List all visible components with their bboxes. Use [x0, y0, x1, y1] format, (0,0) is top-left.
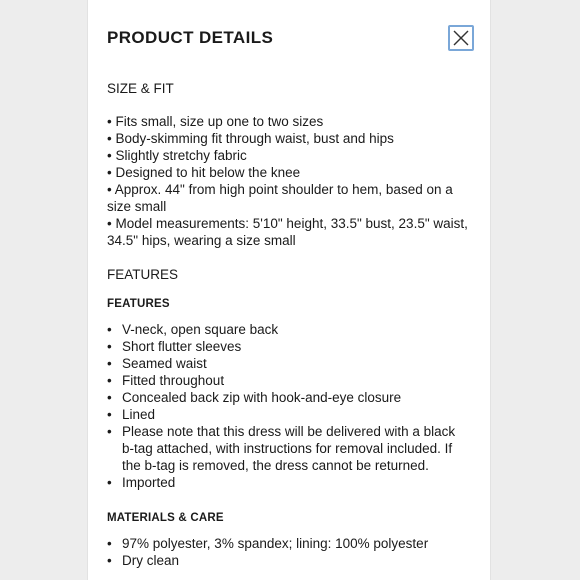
list-item: • Short flutter sleeves: [107, 338, 467, 355]
materials-list: [107, 535, 467, 569]
list-item: • Fitted throughout: [107, 372, 467, 389]
list-item: • V-neck, open square back: [107, 321, 467, 338]
close-button[interactable]: [448, 25, 474, 51]
features-list: [107, 321, 467, 491]
list-item: • Model measurements: 5'10" height, 33.5" bust, 23.5" waist, 34.5" hips, wearing a size small: [107, 216, 468, 248]
list-item: • Fits small, size up one to two sizes: [107, 114, 324, 129]
list-item: • Imported: [107, 474, 467, 491]
list-item: • Please note that this dress will be delivered with a black b-tag attached, with instructions for removal included. If the b-tag is removed, the dress cannot be returned.: [107, 423, 467, 474]
list-item: • Concealed back zip with hook-and-eye closure: [107, 389, 467, 406]
materials-care-heading: MATERIALS & CARE: [107, 512, 224, 524]
list-item: • Slightly stretchy fabric: [107, 148, 247, 163]
list-item: • Seamed waist: [107, 355, 467, 372]
list-item: • Lined: [107, 406, 467, 423]
page-title: PRODUCT DETAILS: [107, 28, 274, 47]
product-details-panel: [88, 0, 490, 580]
list-item: • Designed to hit below the knee: [107, 165, 301, 180]
list-item: • 97% polyester, 3% spandex; lining: 100% polyester: [107, 535, 467, 552]
list-item: • Body-skimming fit through waist, bust and hips: [107, 131, 394, 146]
list-item: • Dry clean: [107, 552, 467, 569]
close-icon: [452, 29, 470, 47]
list-item: • Approx. 44" from high point shoulder to hem, based on a size small: [107, 182, 453, 214]
size-fit-list: [107, 113, 477, 249]
size-fit-heading: SIZE & FIT: [107, 81, 174, 96]
features-heading: FEATURES: [107, 267, 179, 282]
features-subheading: FEATURES: [107, 298, 170, 310]
